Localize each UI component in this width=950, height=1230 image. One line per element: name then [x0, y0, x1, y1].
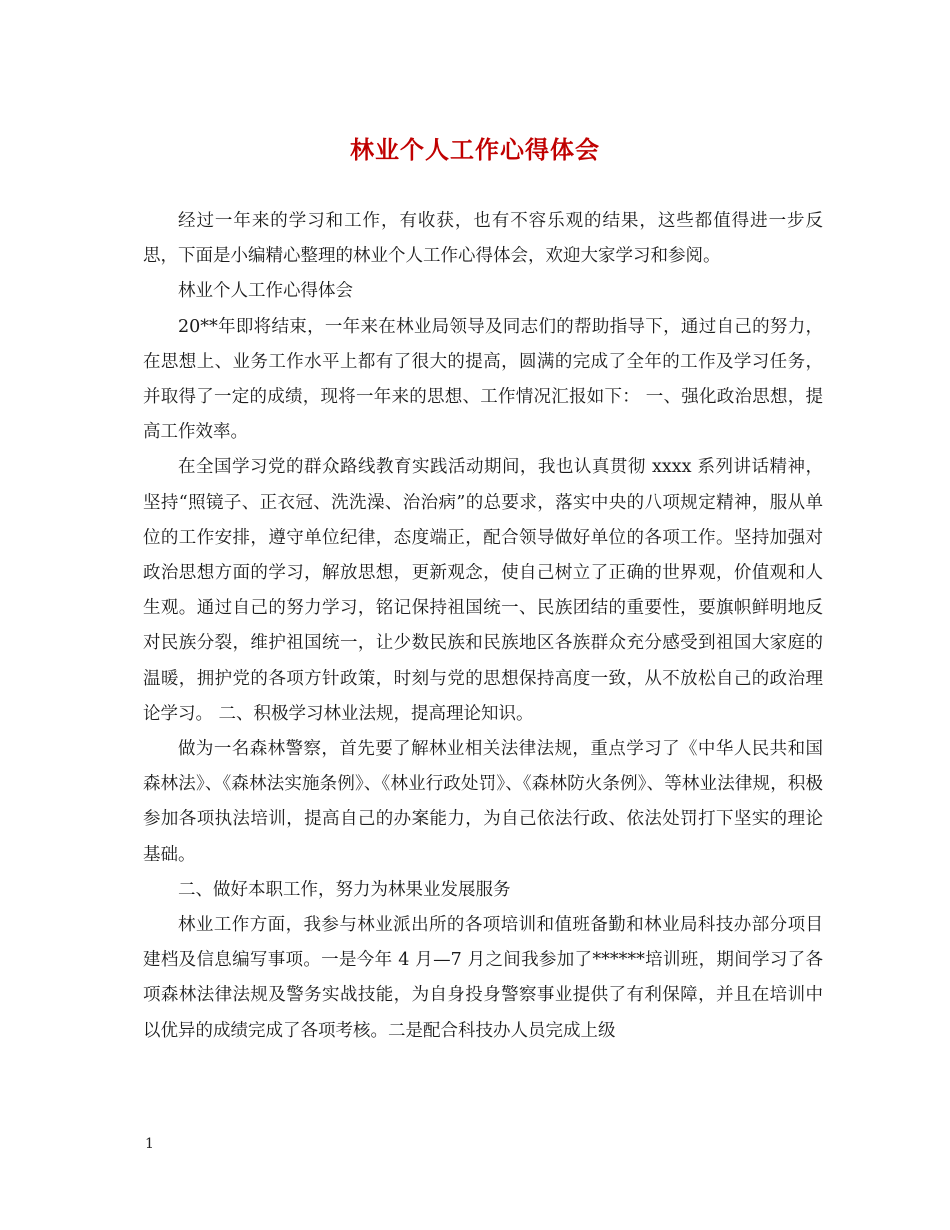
page-number: 1	[145, 1136, 154, 1152]
paragraph-laws: 做为一名森林警察，首先要了解林业相关法律法规，重点学习了《中华人民共和国森林法》、《森林法实施条例》、《林业行政处罚》、《森林防火条例》、等林业法律规，积极参加各项执法培训，提高自己的办案能力，为自己依法行政、依法处罚打下坚实的理论基础。	[143, 739, 823, 865]
paragraph-politics: 在全国学习党的群众路线教育实践活动期间，我也认真贯彻 xxxx 系列讲话精神，坚持“照镜子、正衣冠、洗洗澡、治治病”的总要求，落实中央的八项规定精神，服从单位的工作安排，遵守单位纪律，态度端正，配合领导做好单位的各项工作。坚持加强对政治思想方面的学习，解放思想，更新观念，使自己树立了正确的世界观，价值观和人生观。通过自己的努力学习，铭记保持祖国统一、民族团结的重要性，要旗帜鲜明地反对民族分裂，维护祖国统一，让少数民族和民族地区各族群众充分感受到祖国大家庭的温暖，拥护党的各项方针政策，时刻与党的思想保持高度一致，从不放松自己的政治理论学习。 二、积极学习林业法规，提高理论知识。	[143, 457, 823, 724]
paragraph-heading-duty: 二、做好本职工作，努力为林果业发展服务	[178, 879, 511, 900]
paragraph-subtitle: 林业个人工作心得体会	[178, 281, 353, 302]
paragraph-summary: 20**年即将结束，一年来在林业局领导及同志们的帮助指导下，通过自己的努力，在思想上、业务工作水平上都有了很大的提高，圆满的完成了全年的工作及学习任务，并取得了一定的成绩，现将一年来的思想、工作情况汇报如下： 一、强化政治思想，提高工作效率。	[143, 316, 823, 443]
document-title: 林业个人工作心得体会	[350, 135, 600, 164]
paragraph-work: 林业工作方面，我参与林业派出所的各项培训和值班备勤和林业局科技办部分项目建档及信息编写事项。一是今年 4 月—7 月之间我参加了******培训班，期间学习了各项森林法律法规及警务实战技能，为自身投身警察事业提供了有利保障，并且在培训中以优异的成绩完成了各项考核。二是配合科技办人员完成上级	[143, 915, 823, 1041]
document-body	[143, 204, 823, 1049]
paragraph-intro: 经过一年来的学习和工作，有收获，也有不容乐观的结果，这些都值得进一步反思，下面是小编精心整理的林业个人工作心得体会，欢迎大家学习和参阅。	[143, 211, 823, 267]
